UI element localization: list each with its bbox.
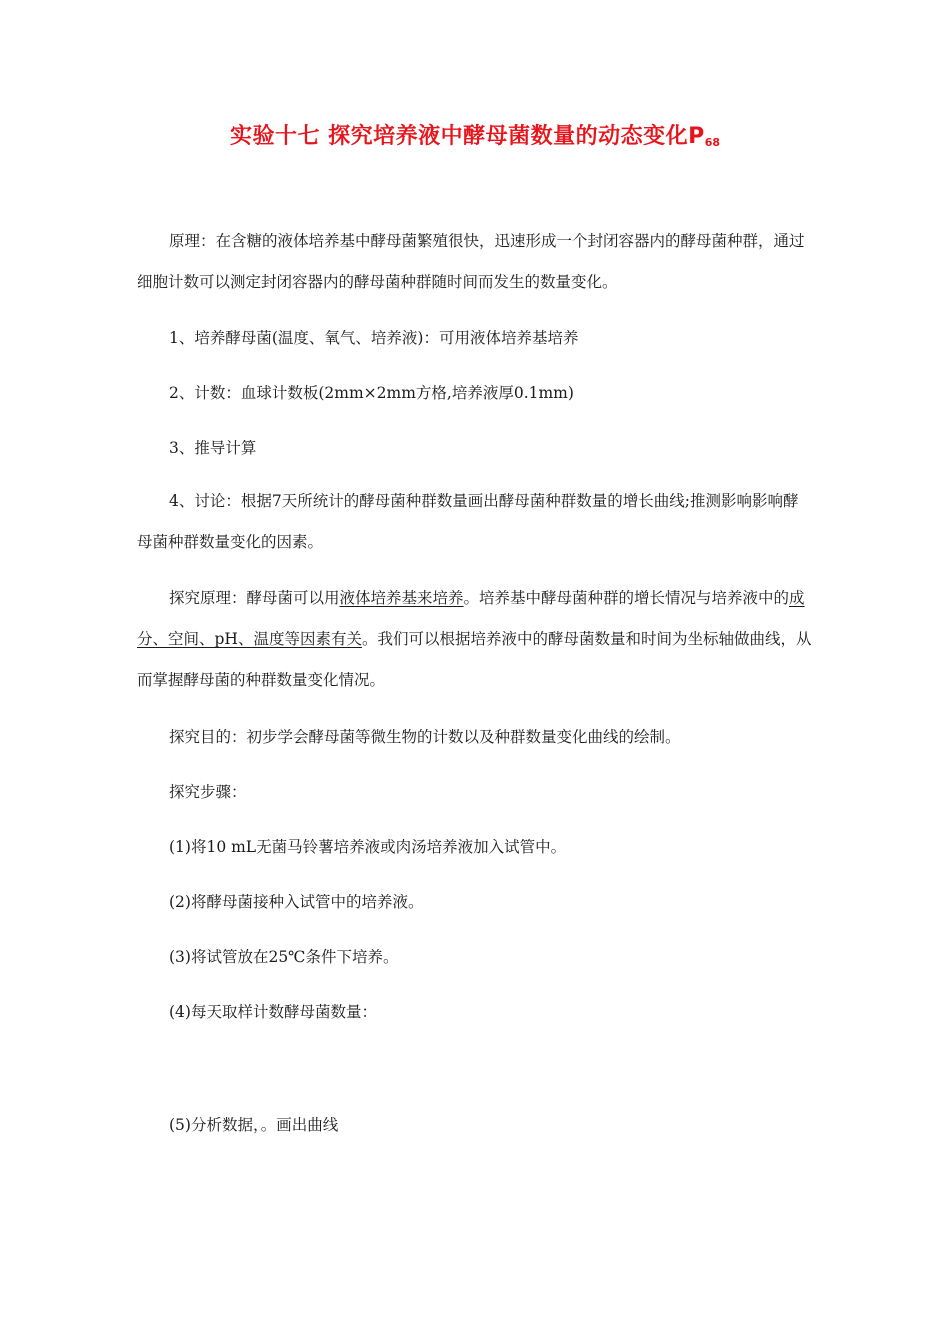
explore-principle-underline-1: 液体培养基来培养 bbox=[339, 589, 464, 607]
page-title bbox=[0, 122, 950, 158]
step-3: (3)将试管放在25℃条件下培养。 bbox=[169, 948, 399, 966]
explore-principle-underline-2: 成分、空间、pH、温度等因素有关 bbox=[137, 589, 805, 648]
principle-paragraph: 原理：在含糖的液体培养基中酵母菌繁殖很快，迅速形成一个封闭容器内的酵母菌种群，通过细胞计数可以测定封闭容器内的酵母菌种群随时间而发生的数量变化。 bbox=[137, 232, 805, 291]
purpose-line: 探究目的：初步学会酵母菌等微生物的计数以及种群数量变化曲线的绘制。 bbox=[169, 728, 681, 746]
steps-heading: 探究步骤： bbox=[169, 783, 247, 801]
explore-principle-paragraph bbox=[137, 578, 813, 701]
step-5: (5)分析数据，。画出曲线 bbox=[169, 1116, 339, 1134]
item-1: 1、培养酵母菌(温度、氧气、培养液)：可用液体培养基培养 bbox=[169, 329, 579, 347]
title-page-prefix: P bbox=[688, 124, 705, 149]
step-4: (4)每天取样计数酵母菌数量： bbox=[169, 1003, 377, 1021]
title-page-number: 68 bbox=[704, 136, 721, 149]
item-3: 3、推导计算 bbox=[169, 439, 257, 457]
item-4: 4、讨论：根据7天所统计的酵母菌种群数量画出酵母菌种群数量的增长曲线;推测影响影响酵母菌种群数量变化的因素。 bbox=[137, 492, 799, 551]
step-1: (1)将10 mL无菌马铃薯培养液或肉汤培养液加入试管中。 bbox=[169, 838, 567, 856]
title-text: 实验十七 探究培养液中酵母菌数量的动态变化 bbox=[229, 124, 689, 149]
explore-principle-part-c: 。我们可以根据培养液中的酵母菌数量和时间为坐标轴做曲线，从而掌握酵母菌的种群数量变化情况。 bbox=[137, 630, 812, 689]
explore-principle-part-a: 探究原理：酵母菌可以用 bbox=[169, 589, 340, 607]
item-2: 2、计数：血球计数板(2mm×2mm方格,培养液厚0.1mm) bbox=[169, 384, 574, 402]
explore-principle-part-b: 。培养基中酵母菌种群的增长情况与培养液中的 bbox=[463, 589, 790, 607]
step-2: (2)将酵母菌接种入试管中的培养液。 bbox=[169, 893, 424, 911]
